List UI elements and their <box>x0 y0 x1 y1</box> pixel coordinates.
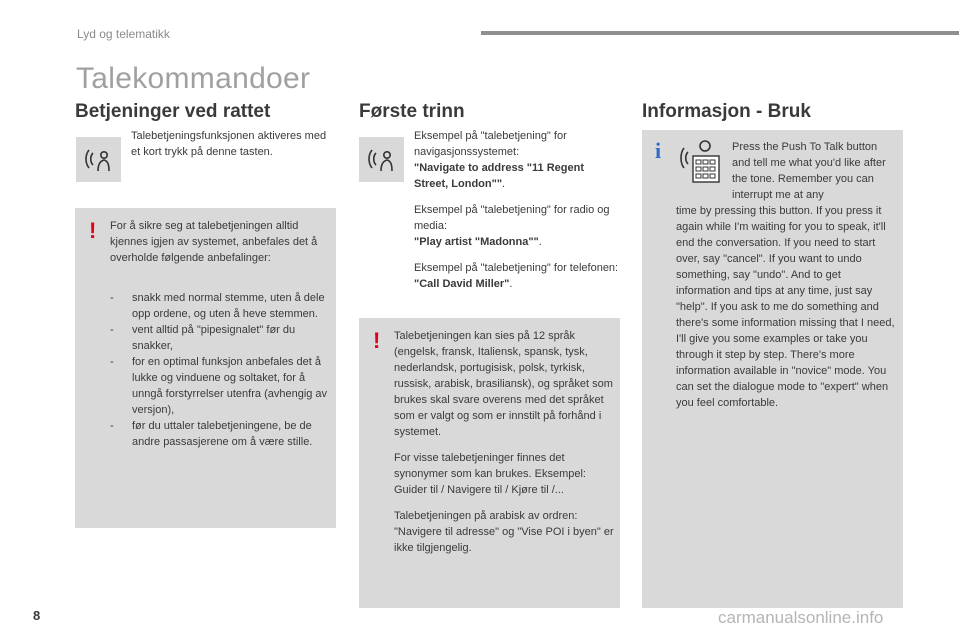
list-item: - for en optimal funksjon anbefales det å lukke og vinduene og soltaket, for å unngå forstyrrelser utenfra (avhengig av versjon), <box>110 356 328 416</box>
section-label: Lyd og telematikk <box>77 27 170 41</box>
warning-icon: ! <box>89 218 97 243</box>
warning-icon: ! <box>373 328 381 353</box>
synonyms-paragraph: For visse talebetjeninger finnes det synonymer som kan brukes. Eksempel: Guider til / Navigere til / Kjøre til /... <box>394 452 586 496</box>
examples-block <box>414 128 620 302</box>
list-item: - snakk med normal stemme, uten å dele opp ordene, og uten å heve stemmen. <box>110 292 325 320</box>
recommendation-list <box>110 290 330 450</box>
column-title-informasjon: Informasjon - Bruk <box>642 101 811 122</box>
page-number: 8 <box>33 608 41 623</box>
info-text-rest: time by pressing this button. If you press it again while I'm waiting for you to speak, it'll end the conversation. If you need to start over, say "cancel". If you want to undo something, say "undo". And to get information and tips at any time, just say "help". If you ask to me do something and there's some information missing that I need, I'll give you some examples or take you through it step by step. There's more information available in "novice" mode. You can set the dialogue mode to "expert" when you feel comfortable. <box>676 205 895 409</box>
languages-block <box>394 328 614 566</box>
example-phone: Eksempel på "talebetjening" for telefonen: "Call David Miller". <box>414 262 619 290</box>
example-radio: Eksempel på "talebetjening" for radio og media: "Play artist "Madonna"". <box>414 204 610 248</box>
voice-keypad-icon <box>680 138 726 184</box>
info-icon: i <box>655 138 662 163</box>
example-navigation: Eksempel på "talebetjening" for navigasjonssystemet: "Navigate to address "11 Regent Street, London"". <box>414 130 584 190</box>
languages-paragraph: Talebetjeningen kan sies på 12 språk (engelsk, fransk, Italiensk, spansk, tysk, nederlandsk, portugisisk, polsk, tyrkisk, russisk, arabisk, brasiliansk), og språket som brukes skal svare overens med det språket som er valgt og som er innstilt på forhånd i systemet. <box>394 330 613 438</box>
header-rule <box>481 31 959 35</box>
arabic-paragraph: Talebetjeningen på arabisk av ordren: "Navigere til adresse" og "Vise POI i byen" er ikke tilgjengelig. <box>394 510 614 554</box>
steering-intro: Talebetjeningsfunksjonen aktiveres med et kort trykk på denne tasten. <box>131 130 327 158</box>
list-item: - vent alltid på "pipesignalet" før du snakker, <box>110 324 296 352</box>
voice-command-icon <box>76 137 121 182</box>
column-title-betjeninger: Betjeninger ved rattet <box>75 101 271 122</box>
voice-command-icon <box>359 137 404 182</box>
warning-intro: For å sikre seg at talebetjeningen alltid kjennes igjen av systemet, anbefales det å overholde følgende anbefalinger: <box>110 220 318 264</box>
watermark: carmanualsonline.info <box>718 608 884 627</box>
page-title: Talekommandoer <box>76 62 311 95</box>
list-item: - før du uttaler talebetjeningene, be de andre passasjerene om å være stille. <box>110 420 313 448</box>
column-title-forste-trinn: Første trinn <box>359 101 465 122</box>
info-text-top: Press the Push To Talk button and tell me what you'd like after the tone. Remember you can interrupt me at any <box>732 141 886 201</box>
